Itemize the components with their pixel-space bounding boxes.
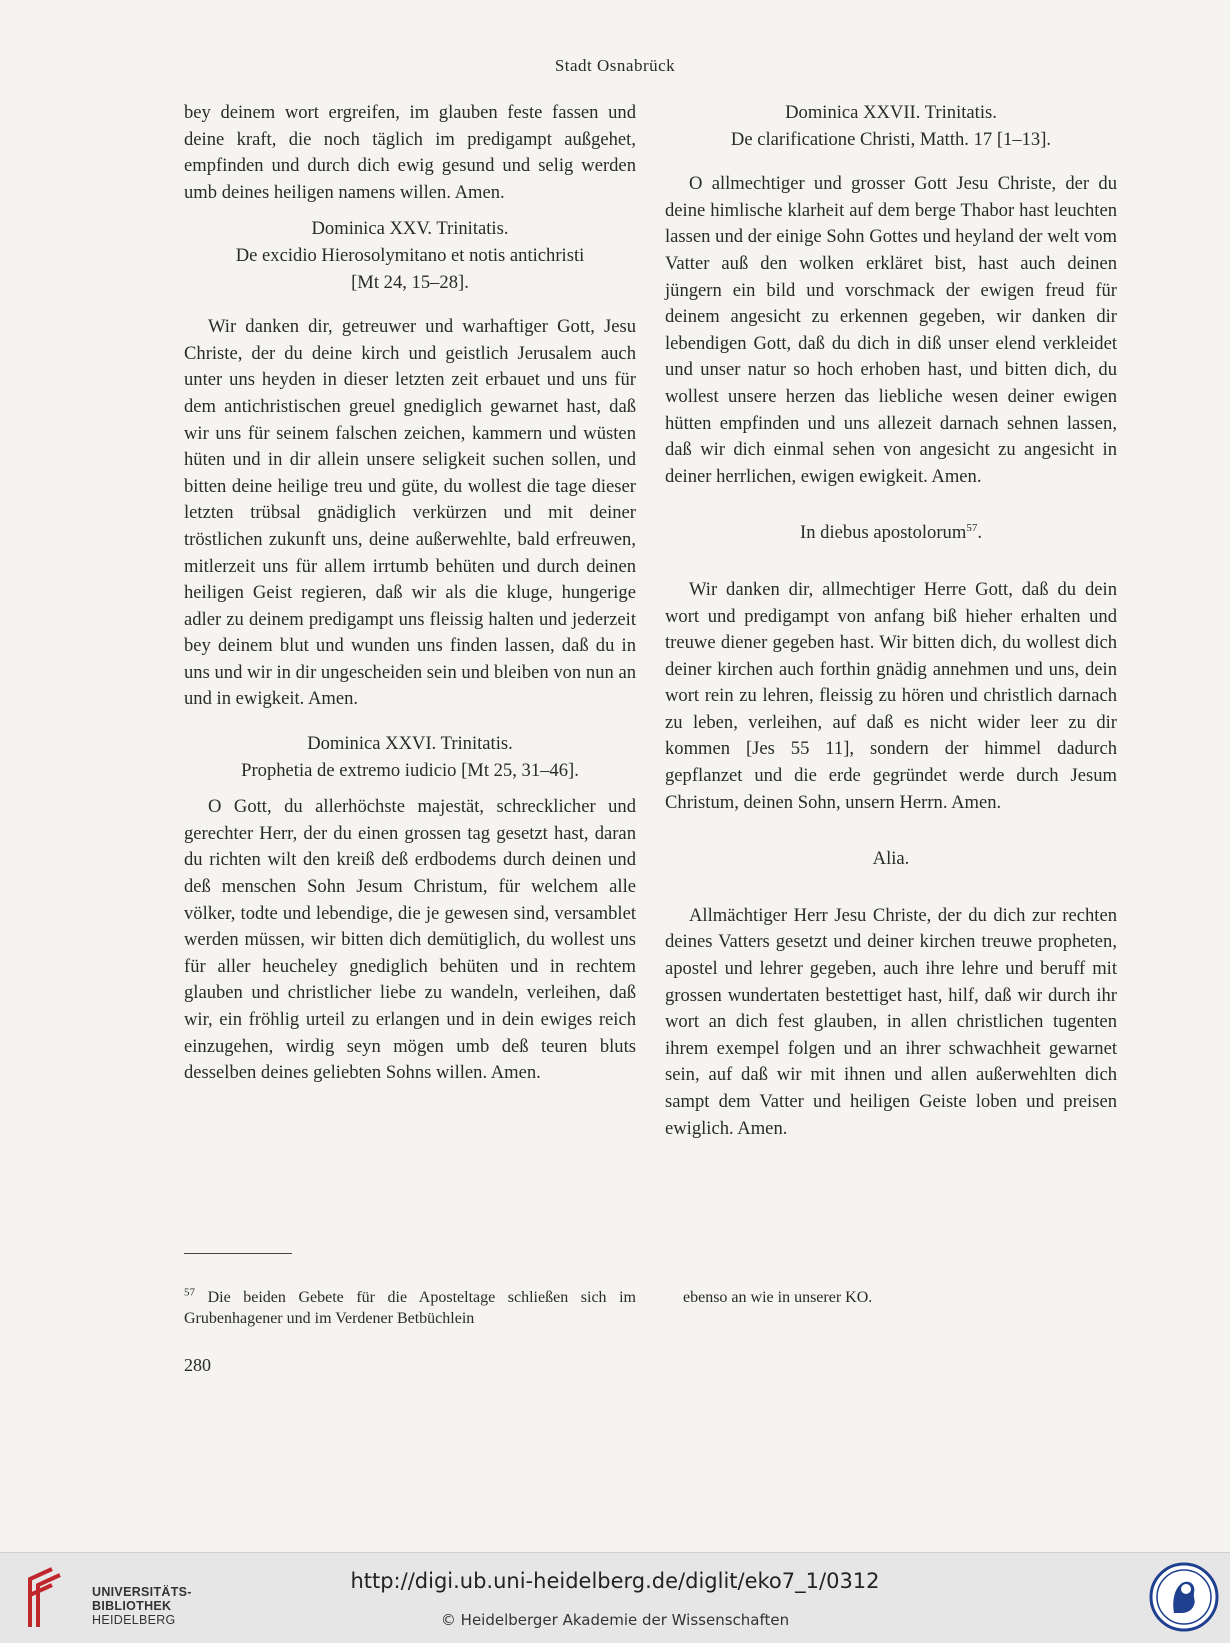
heading-reference: [Mt 24, 15–28]. xyxy=(351,271,469,293)
permalink-url[interactable]: http://digi.ub.uni-heidelberg.de/diglit/eko7_1/0312 xyxy=(350,1569,880,1593)
heading-subtitle: Prophetia de extremo iudicio [Mt 25, 31–46]. xyxy=(241,759,579,781)
prayer-paragraph: Wir danken dir, getreuwer und warhaftiger Gott, Jesu Christe, der du deine kirch und geistlich Jerusalem auch unter uns heyden in dieser letzten zeit erbauet und uns für dem antichristischen greuel gnediglich gewarnet hast, daß wir uns für seinem falschen zeichen, kammern und wüsten hüten und in dir allein unsere seligkeit suchen sollen, und bitten deine heilige treu und güte, du wollest die tage dieser letzten trübsal gnädiglich verkürzen und mit deiner tröstlichen zukunft uns, deine außerwehlte, bald erfreuwen, mitlerzeit uns für allem irrtumb behüten und durch deinen heiligen Geist regieren, daß wir als die kluge, hungerige adler zu deinem predigampt uns fleissig halten und jederzeit bey deinem blut und wunden uns finden lassen, daß du in uns und wir in dir ungescheiden sein und bleiben von nun an und in ewigkeit. Amen. xyxy=(184,316,636,710)
right-column xyxy=(665,100,1117,1142)
section-heading-apostolorum xyxy=(665,520,1117,547)
section-heading-alia: Alia. xyxy=(872,848,910,870)
left-column xyxy=(184,100,636,1087)
logo-line-2: BIBLIOTHEK xyxy=(92,1599,172,1613)
heading-period: . xyxy=(977,522,982,544)
footnote-divider xyxy=(184,1253,292,1254)
heading-title: Dominica XXVII. Trinitatis. xyxy=(785,102,997,123)
paragraph-continuation: bey deinem wort ergreifen, im glauben feste fassen und deine kraft, die noch täglich im predigampt außgehet, empfinden und durch dich ewig gesund und selig werden umb deines heiligen namens willen. Amen. xyxy=(184,102,636,203)
section-heading-dominica-xxvi xyxy=(184,731,636,784)
section-heading-dominica-xxvii xyxy=(665,100,1117,153)
viewer-footer xyxy=(0,1552,1230,1643)
heading-subtitle: De clarificatione Christi, Matth. 17 [1–13]. xyxy=(730,128,1052,150)
footnote-right: ebenso an wie in unserer KO. xyxy=(683,1289,873,1306)
footnote-text: Die beiden Gebete für die Aposteltage schließen sich im Grubenhagener und im Verdener Betbüchlein xyxy=(184,1289,637,1327)
prayer-paragraph: Allmächtiger Herr Jesu Christe, der du dich zur rechten deines Vatters gesetzt und deiner kirchen treuwe propheten, apostel und lehrer gegeben, auch ihre lehre und beruff mit grossen wundertaten bestettiget hast, hilf, daß wir durch ihr wort an dich fest glauben, in allen christlichen tugenten ihrem exempel folgen und an ihrer schwachheit gewarnet sein, auf daß wir mit ihnen und allen außerwehlten dich sampt dem Vatter und heiligen Geiste loben und preisen ewiglich. Amen. xyxy=(665,904,1117,1139)
footnote-left xyxy=(184,1287,636,1329)
section-heading-dominica-xxv xyxy=(184,216,636,296)
prayer-paragraph: O allmechtiger und grosser Gott Jesu Christe, der du deine himlische klarheit auf dem berge Thabor hast leuchten lassen und der einige Sohn Gottes und heyland der welt vom Vatter auß den wolken erkläret bist, hast auch deinen jüngern ein bild und vorschmack der ewigen freud für deinem angesicht zu erkennen gegeben, wir danken dir lebendigen Gott, daß du dich in diß unser elend verkleidet und unser natur so hoch erhoben hast, und bitten dich, du wollest unsere herzen das liebliche wesen deiner ewigen hütten empfinden und uns allezeit darnach sehnen lassen, daß wir dich einmal sehen von angesicht zu angesicht in deiner herrlichen, ewigen ewigkeit. Amen. xyxy=(665,173,1117,487)
page-number: 280 xyxy=(184,1355,211,1375)
prayer-paragraph: O Gott, du allerhöchste majestät, schrecklicher und gerechter Herr, der du einen grossen tag gesetzt hast, daran du richten wilt den kreiß deß erdbodems durch deinen und deß menschen Sohn Jesum Christum, für welchem alle völker, todte und lebendige, die je gewesen sind, versamblet werden müssen, wir bitten dich demütiglich, du wollest uns für aller heucheley gnediglich behüten und in rechtem glauben und christlicher liebe zu wandeln, verleihen, daß wir, ein fröhlig urteil zu erlangen und in dein ewiges reich einzugehen, wirdig seyn mögen umb deß teuren bluts desselben deines geliebten Sohns willen. Amen. xyxy=(184,796,636,1084)
copyright-notice: © Heidelberger Akademie der Wissenschaften xyxy=(440,1611,790,1629)
academy-seal[interactable] xyxy=(1148,1561,1220,1633)
footnote-number: 57 xyxy=(184,1286,195,1299)
heading-title: Dominica XXVI. Trinitatis. xyxy=(307,733,513,755)
heading-title: In diebus apostolorum xyxy=(800,522,967,544)
heading-subtitle: De excidio Hierosolymitano et notis antichristi xyxy=(235,244,585,266)
running-head: Stadt Osnabrück xyxy=(554,56,676,75)
footnote-reference: 57 xyxy=(966,522,978,535)
logo-line-3: HEIDELBERG xyxy=(92,1613,176,1627)
prayer-paragraph: Wir danken dir, allmechtiger Herre Gott, daß du dein wort und predigampt von anfang biß hieher erhalten und treuwe diener gegeben hast. Wir bitten dich, du wollest dich deiner kirchen auch forthin gnädig annehmen und uns, dein wort rein zu lehren, fleissig zu hören und christlich darnach zu leben, verleihen, auf daß es nicht wider leer zu dir kommen [Jes 55 11], sondern der himmel dadurch gepflanzet und die erde gegründet werde durch Jesum Christum, deinen Sohn, unsern Herrn. Amen. xyxy=(665,578,1117,813)
heading-title: Dominica XXV. Trinitatis. xyxy=(311,218,509,240)
academy-seal-icon xyxy=(1148,1561,1220,1633)
logo-line-1: UNIVERSITÄTS- xyxy=(92,1585,192,1599)
